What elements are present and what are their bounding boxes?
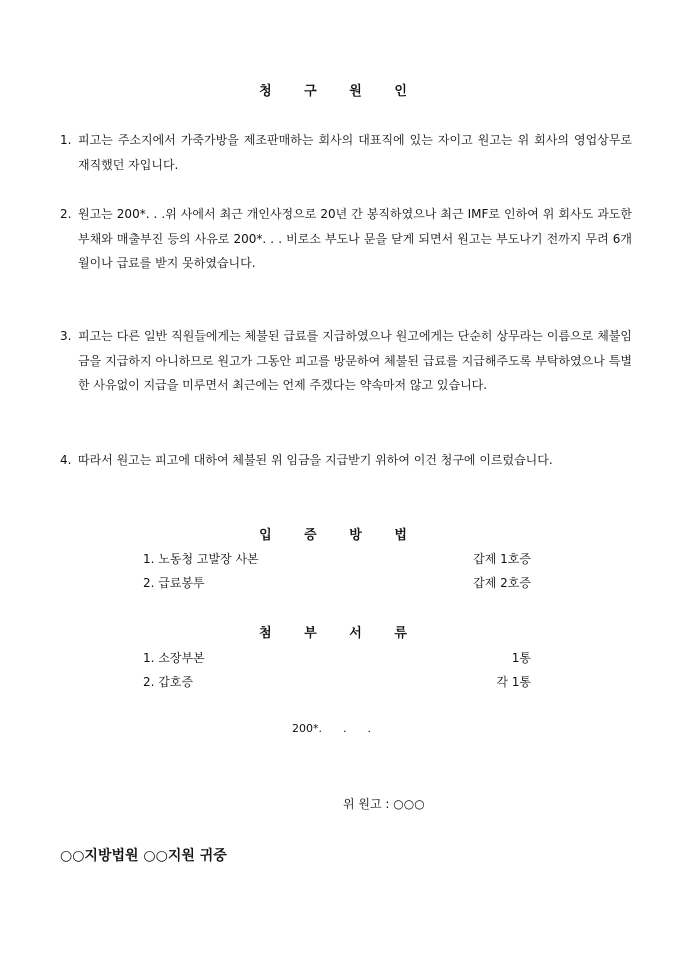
court-addressee: ○○지방법원 ○○지원 귀중 [60, 848, 227, 864]
claim-paragraph-4 [60, 448, 632, 473]
evidence-title: 입 증 방 법 [259, 528, 421, 543]
claim-text: 피고는 다른 일반 직원들에게는 체불된 급료를 지급하였으나 원고에게는 단순히 상무라는 이름으로 체불임금을 지급하지 아니하므로 원고가 그동안 피고를 방문하여 체불된 급료를 지급해주도록 부탁하였으나 특별한 사유없이 지급을 미루면서 최근에는 언제 주겠다는 약속마저 않고 있습니다. [78, 329, 632, 392]
plaintiff-signature: 위 원고 : ○○○ [343, 797, 425, 811]
evidence-label: 1. 노동청 고발장 사본 [143, 552, 259, 566]
evidence-label: 2. 급료봉투 [143, 576, 205, 590]
claim-reason-title: 청 구 원 인 [259, 84, 421, 99]
evidence-item-2 [143, 574, 531, 592]
attachments-title: 첨 부 서 류 [259, 626, 421, 641]
claim-paragraph-3 [60, 324, 632, 398]
claim-number: 3. [60, 329, 72, 343]
claim-text: 피고는 주소지에서 가죽가방을 제조판매하는 회사의 대표직에 있는 자이고 원고는 위 회사의 영업상무로 재직했던 자입니다. [78, 133, 632, 172]
attachment-label: 2. 갑호증 [143, 675, 194, 689]
claim-number: 2. [60, 207, 72, 221]
attachment-item-1 [143, 649, 531, 667]
evidence-value: 갑제 2호증 [473, 576, 531, 590]
filing-date: 200*. . . [292, 722, 371, 735]
claim-number: 1. [60, 133, 72, 147]
claim-text: 원고는 200*. . .위 사에서 최근 개인사정으로 20년 간 봉직하였으나 최근 IMF로 인하여 위 회사도 과도한 부채와 매출부진 등의 사유로 200*. . . 비로소 부도나 문을 닫게 되면서 원고는 부도나기 전까지 무려 6개월이나 급료를 받지 못하였습니다. [78, 207, 632, 270]
claim-paragraph-1 [60, 128, 632, 177]
attachment-value: 1통 [511, 651, 531, 665]
evidence-item-1 [143, 550, 531, 568]
attachment-value: 각 1통 [496, 675, 531, 689]
attachment-item-2 [143, 673, 531, 691]
attachment-label: 1. 소장부본 [143, 651, 205, 665]
claim-paragraph-2 [60, 202, 632, 276]
claim-text: 따라서 원고는 피고에 대하여 체불된 위 임금을 지급받기 위하여 이건 청구에 이르렀습니다. [78, 453, 553, 467]
evidence-value: 갑제 1호증 [473, 552, 531, 566]
claim-number: 4. [60, 453, 72, 467]
